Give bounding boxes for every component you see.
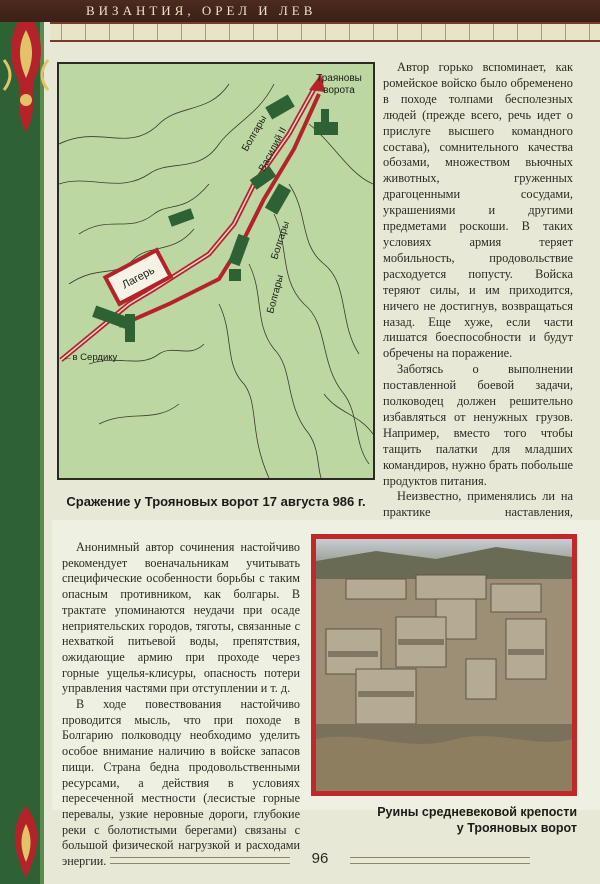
gate-label-line1: Траяновы <box>316 73 362 84</box>
map-caption: Сражение у Трояновых ворот 17 августа 986 г. <box>66 493 366 509</box>
gate-label-line2: ворота <box>323 85 355 96</box>
photo-caption-line1: Руины средневековой крепости <box>377 805 577 819</box>
camp-marker <box>105 250 170 304</box>
photo-caption <box>311 804 577 836</box>
photo-caption-line2: у Трояновых ворот <box>456 821 577 835</box>
ruins-illustration <box>316 539 572 791</box>
footer-rule-left <box>110 857 290 864</box>
camp-label: Лагерь <box>120 264 157 292</box>
bulgars-label-2: Болгары <box>269 219 293 261</box>
page-number: 96 <box>311 850 329 867</box>
paragraph: Автор горько вспоминает, как ромейское войско было обременено в походе толпами бесполезных людей (прежде всего, речь идет о прислуге высшего командного состава), сомнительного качества обозами, множеством вьючных животных, груженных драгоценными сосудами, украшениями и другими предметами роскоши. В таких условиях армия теряет мобильность, продовольствие расходуется попусту. Войска теряют силы, и им приходится, ничего не достигнув, возвращаться назад. Еще хуже, если части лишатся боеспособности и будут обречены на поражение. <box>383 60 573 361</box>
fortress-ruins-photo <box>311 534 577 796</box>
paragraph: Неизвестно, применялись ли на практике наставления, <box>383 489 573 520</box>
basil-label: Василий II <box>256 125 290 174</box>
serdica-label: ←в Сердику <box>63 352 118 363</box>
ornament-strip <box>50 22 600 42</box>
running-title: ВИЗАНТИЯ, ОРЕЛ И ЛЕВ <box>86 3 317 18</box>
paragraph: В ходе повествования настойчиво проводится мысль, что при походе в Болгарию полководцу необходимо уделить особое внимание наличию в войске запасов пищи. Страна бедна продовольственными ресурсами, а действия в условиях пересеченной местности (лесистые горные перевалы, узкие неровные дороги, глубокие реки с болотистыми берегами) связаны с большой физической нагрузкой и расходами энергии. <box>62 697 300 869</box>
battle-map-svg <box>59 64 373 478</box>
footer-rule-right <box>350 857 530 864</box>
floral-ornament-bottom-icon <box>0 800 52 884</box>
bulgars-label-1: Болгары <box>240 113 270 154</box>
left-text-column <box>62 540 300 870</box>
bulgars-label-3: Болгары <box>265 273 287 315</box>
paragraph: Заботясь о выполнении поставленной боевой задачи, полководец должен решительно избавляться от ненужных грузов. Например, вместо того чтобы тащить палатки для младших командиров, нужно брать побольше продуктов питания. <box>383 362 573 488</box>
paragraph: Анонимный автор сочинения настойчиво рекомендует военачальникам учитывать специфические особенности борьбы с таким опасным противником, как болгары. В трактате упоминаются неудачи при осаде неприятельских городов, тяготы, связанные с нехваткой питьевой воды, препятствия, ожидающие армию при проходе через горные ущелья-клисуры, опасность потери управления частями при отступлении и т. д. <box>62 540 300 696</box>
battle-map <box>57 62 375 480</box>
